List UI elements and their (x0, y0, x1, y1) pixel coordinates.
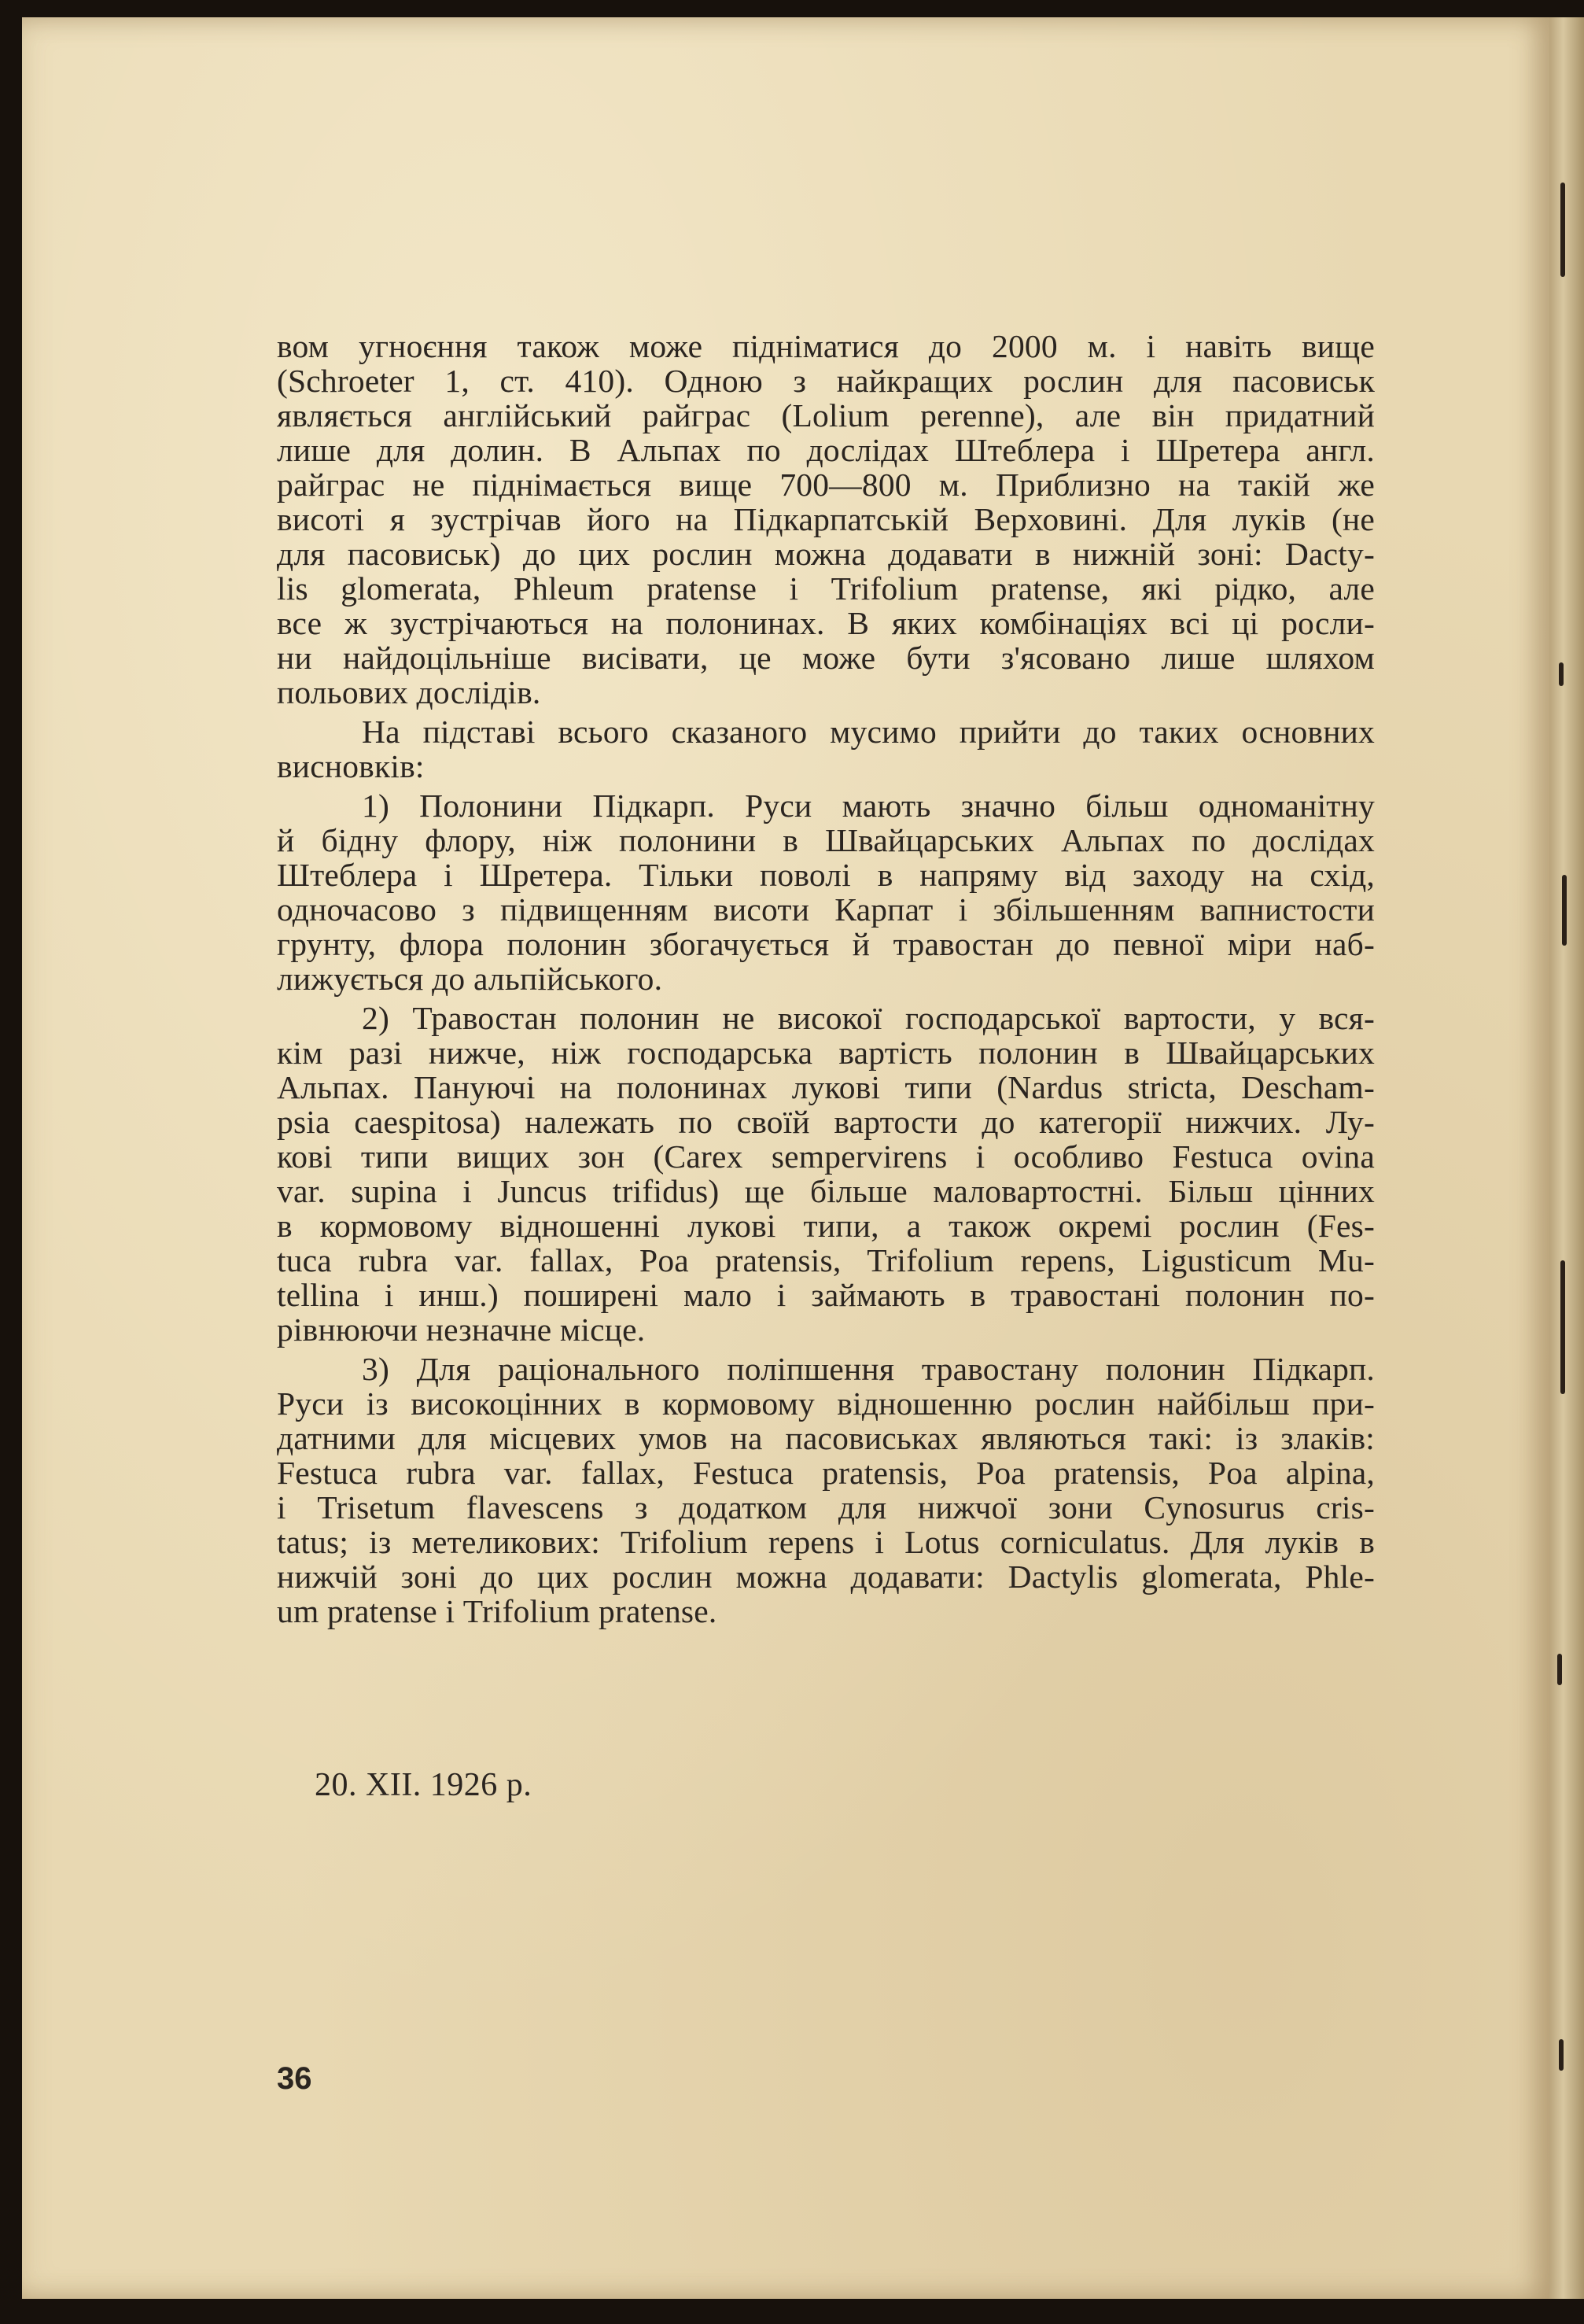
text-line: var. supina і Juncus trifidus) ще більше маловартостні. Більш цінних (277, 1173, 1375, 1209)
text-line: кім разі нижче, ніж господарська вартість полонин в Швайцарських (277, 1035, 1375, 1071)
text-line: датними для місцевих умов на пасовиськах являються такі: із злаків: (277, 1420, 1375, 1456)
text-line: tellina і инш.) поширені мало і займають в травостані полонин по- (277, 1277, 1375, 1313)
text-line: 1) Полонини Підкарп. Руси мають значно більш одноманітну (362, 788, 1375, 824)
text-line: одночасово з підвищенням висоти Карпат і збільшенням вапнистости (277, 891, 1375, 928)
text-line: Festuca rubra var. fallax, Festuca pratensis, Poa pratensis, Poa alpina, (277, 1455, 1375, 1491)
text-line: ни найдоцільніше висівати, це може бути з'ясовано лише шляхом (277, 640, 1375, 676)
page-edge (1549, 17, 1584, 2299)
edge-mark (1560, 1260, 1565, 1394)
text-line: рівнюючи незначне місце. (277, 1311, 646, 1348)
text-line: tatus; із метеликових: Trifolium repens і Lotus corniculatus. Для луків в (277, 1524, 1375, 1560)
text-line: грунту, флора полонин збогачується й травостан до певної міри наб- (277, 926, 1375, 962)
text-line: в кормовому відношенні лукові типи, а також окремі рослин (Fes- (277, 1208, 1375, 1244)
document-date: 20. XII. 1926 р. (315, 1767, 532, 1803)
paragraph-2 (277, 714, 1375, 784)
text-line: лижується до альпійського. (277, 961, 663, 997)
text-line: lis glomerata, Phleum pratense і Trifolium pratense, які рідко, але (277, 570, 1375, 607)
text-line: На підставі всього сказаного мусимо прийти до таких основних (362, 714, 1375, 750)
page-number: 36 (277, 2061, 312, 2096)
text-line: кові типи вищих зон (Carex sempervirens і особливо Festuca ovina (277, 1138, 1375, 1175)
edge-mark (1560, 183, 1565, 277)
text-line: 2) Травостан полонин не високої господарської вартости, у вся- (362, 1000, 1375, 1036)
text-line: і Trisetum flavescens з додатком для нижчої зони Cynosurus cris- (277, 1489, 1375, 1525)
text-line: висновків: (277, 748, 425, 784)
edge-mark (1559, 2039, 1564, 2071)
text-line: tuca rubra var. fallax, Poa pratensis, Trifolium repens, Ligusticum Mu- (277, 1242, 1375, 1278)
text-line: Штеблера і Шретера. Тільки поволі в напряму від заходу на схід, (277, 857, 1375, 893)
paragraph-4 (277, 1001, 1375, 1347)
text-line: для пасовиськ) до цих рослин можна додавати в нижній зоні: Dacty- (277, 536, 1375, 572)
edge-mark (1557, 1654, 1562, 1685)
text-line: польових дослідів. (277, 674, 541, 710)
text-line: висоті я зустрічав його на Підкарпатській Верховині. Для луків (не (277, 501, 1375, 537)
paragraph-5 (277, 1352, 1375, 1629)
text-line: psia caespitosa) належать по своїй вартости до категорії нижчих. Лу- (277, 1104, 1375, 1140)
text-line: вом угноєння також може підніматися до 2000 м. і навіть вище (277, 328, 1375, 364)
edge-mark (1559, 662, 1564, 686)
text-line: 3) Для раціонального поліпшення травостану полонин Підкарп. (362, 1351, 1375, 1387)
body-text (277, 329, 1375, 1633)
text-line: Альпах. Пануючі на полонинах лукові типи (Nardus stricta, Descham- (277, 1069, 1375, 1105)
text-line: нижчій зоні до цих рослин можна додавати: Dactylis glomerata, Phle- (277, 1559, 1375, 1595)
text-line: все ж зустрічаються на полонинах. В яких комбінаціях всі ці росли- (277, 605, 1375, 641)
text-line: являється англійський райграс (Lolium perenne), але він придатний (277, 397, 1375, 433)
paragraph-3 (277, 788, 1375, 996)
text-line: Руси із високоцінних в кормовому відношенню рослин найбільш при- (277, 1385, 1375, 1422)
text-line: райграс не піднімається вище 700—800 м. Приблизно на такій же (277, 467, 1375, 503)
text-line: й бідну флору, ніж полонини в Швайцарських Альпах по дослідах (277, 822, 1375, 858)
edge-mark (1562, 875, 1567, 946)
text-line: um pratense і Trifolium pratense. (277, 1593, 717, 1629)
text-line: лише для долин. В Альпах по дослідах Штеблера і Шретера англ. (277, 432, 1375, 468)
paragraph-1 (277, 329, 1375, 710)
text-line: (Schroeter 1, ст. 410). Одною з найкращих рослин для пасовиськ (277, 363, 1375, 399)
